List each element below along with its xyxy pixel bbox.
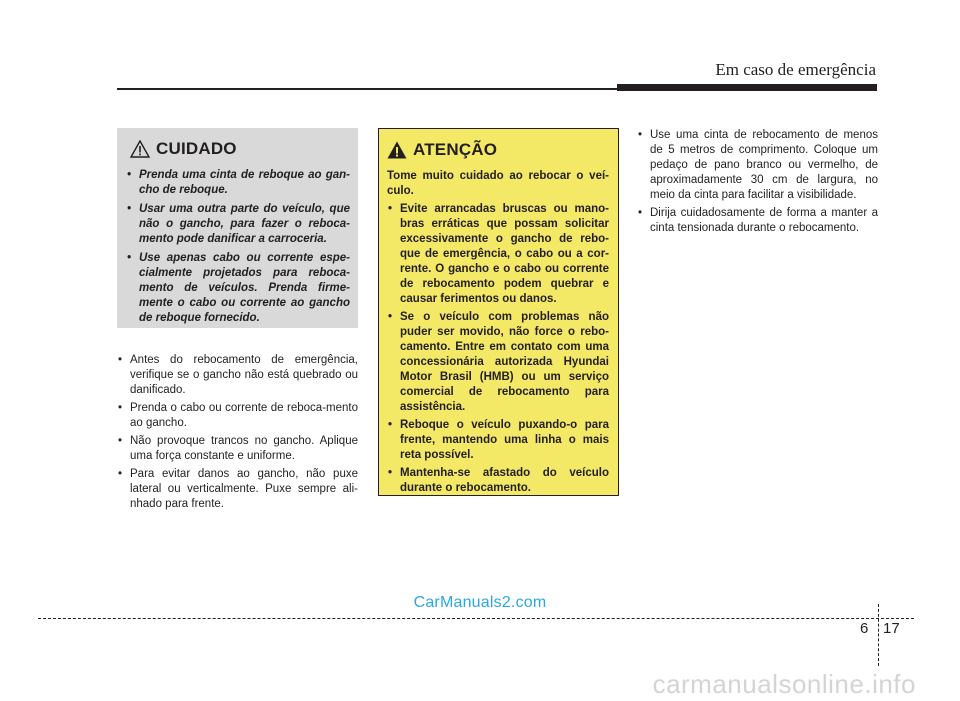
warning-intro: Tome muito cuidado ao rebocar o veí-culo. <box>387 170 609 197</box>
warning-item: • Mantenha-se afastado do veículo durante o rebocamento. <box>387 466 609 496</box>
warning-box <box>378 128 619 496</box>
page-section-number: 6 <box>860 620 869 637</box>
header-rule-bar <box>617 84 877 91</box>
body-item: • Dirija cuidadosamente de forma a manter a cinta tensionada durante o rebocamento. <box>637 206 878 236</box>
footer-divider <box>878 604 879 666</box>
caution-title: CUIDADO <box>156 139 237 158</box>
body-item: • Antes do rebocamento de emergência, verifique se o gancho não está quebrado ou danificado. <box>117 353 358 398</box>
warning-header <box>387 139 609 161</box>
warning-item: • Evite arrancadas bruscas ou mano-bras erráticas que possam solicitar excessivamente o gancho de rebo-que de emergência, o cabo ou a cor-rente. O gancho e o cabo ou corrente de rebocamento podem quebrar e causar ferimentos ou danos. <box>387 202 609 307</box>
footer-rule <box>38 618 914 619</box>
warning-title: ATENÇÃO <box>413 140 498 159</box>
caution-list <box>126 168 350 326</box>
caution-item: • Prenda uma cinta de reboque ao gan-cho de reboque. <box>126 168 350 198</box>
column1-list <box>117 353 358 515</box>
warning-triangle-icon <box>130 140 150 158</box>
header-rule <box>117 88 617 90</box>
warning-triangle-icon <box>387 141 407 159</box>
watermark-carmanualsonline: carmanualsonline.info <box>652 669 916 699</box>
column3-list <box>637 128 878 239</box>
body-item: • Use uma cinta de rebocamento de menos de 5 metros de comprimento. Coloque um pedaço de pano branco ou vermelho, de aproximadamente 30 cm de largura, no meio da cinta para facilitar a visibilidade. <box>637 128 878 203</box>
caution-item: • Usar uma outra parte do veículo, que não o gancho, para fazer o reboca-mento pode danificar a carroceria. <box>126 202 350 247</box>
caution-header <box>130 138 350 160</box>
body-item: • Prenda o cabo ou corrente de reboca-mento ao gancho. <box>117 401 358 431</box>
header-title: Em caso de emergência <box>715 60 876 79</box>
warning-item: • Reboque o veículo puxando-o para frente, mantendo uma linha o mais reta possível. <box>387 418 609 463</box>
warning-list <box>387 202 609 496</box>
watermark-carmanuals2: CarManuals2.com <box>413 594 547 611</box>
page-number: 17 <box>883 620 900 637</box>
body-item: • Para evitar danos ao gancho, não puxe lateral ou verticalmente. Puxe sempre ali-nhado para frente. <box>117 467 358 512</box>
caution-item: • Use apenas cabo ou corrente espe-cialmente projetados para reboca-mento de veículos. Prenda firme-mente o cabo ou corrente ao gancho de reboque fornecido. <box>126 251 350 326</box>
caution-box <box>117 128 358 328</box>
body-item: • Não provoque trancos no gancho. Aplique uma força constante e uniforme. <box>117 434 358 464</box>
warning-item: • Se o veículo com problemas não puder ser movido, não force o rebo-camento. Entre em contato com uma concessionária autorizada Hyundai Motor Brasil (HMB) ou um serviço comercial de rebocamento para assistência. <box>387 310 609 415</box>
